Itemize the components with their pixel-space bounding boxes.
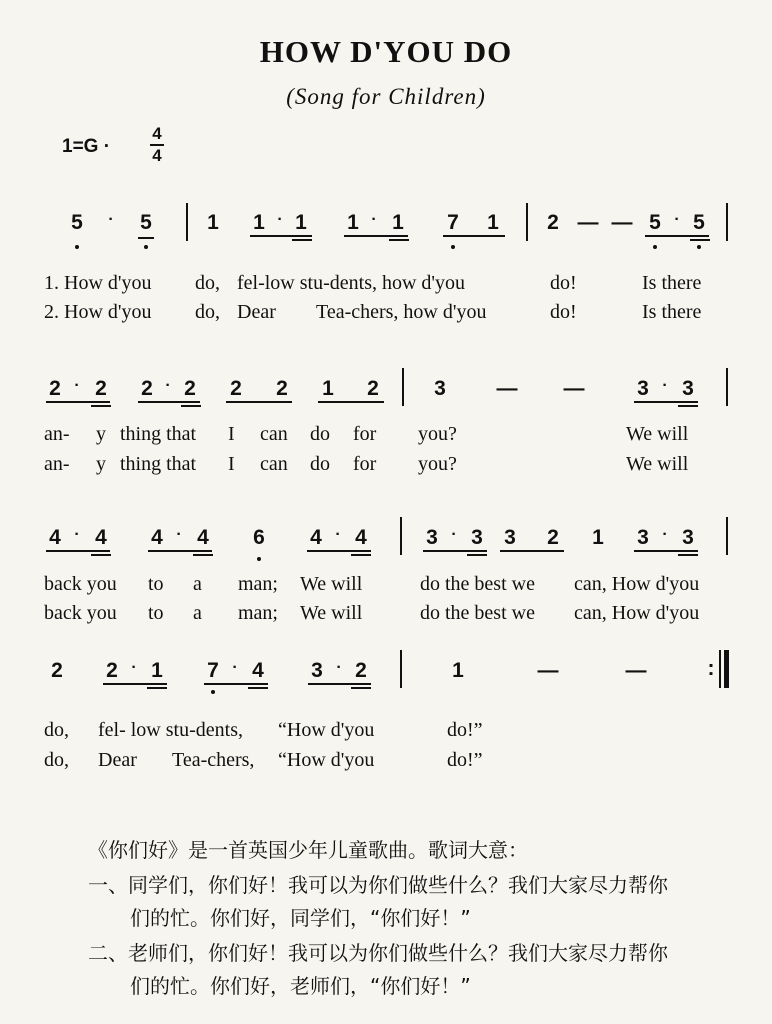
dot: · (451, 526, 457, 543)
lyric: do, (195, 272, 220, 294)
lyric: y (96, 453, 106, 475)
note: 2 (95, 377, 107, 400)
note: 3 (637, 526, 649, 549)
lyric: man; (238, 602, 278, 624)
note: 4 (49, 526, 61, 549)
lyric: “How d'you (278, 749, 375, 771)
dash: — (611, 211, 633, 234)
dash: — (625, 659, 647, 682)
lyric: Is there (642, 301, 702, 323)
lyric: you? (418, 453, 457, 475)
note: 5 (140, 211, 152, 234)
note: 4 (197, 526, 209, 549)
lyric: “How d'you (278, 719, 375, 741)
note: 3 (426, 526, 438, 549)
lyric: do the best we (420, 573, 535, 595)
lyric: an- (44, 453, 70, 475)
dot: · (74, 377, 80, 394)
lyric: do, (44, 719, 69, 741)
time-signature-bottom: 4 (152, 146, 162, 165)
time-signature (147, 124, 167, 166)
note: 4 (310, 526, 322, 549)
dot: · (335, 526, 341, 543)
lyric: We will (300, 573, 363, 595)
dot: · (74, 526, 80, 543)
key-label: 1=G (62, 136, 99, 157)
lyric: thing that (120, 423, 197, 445)
dot: · (371, 211, 377, 228)
lyric: do! (550, 301, 577, 323)
notes-item-2-cont: 们的忙。你们好，老师们，“你们好！” (130, 974, 471, 998)
lyric: We will (300, 602, 363, 624)
dash: — (496, 377, 518, 400)
key-separator: · (103, 136, 111, 157)
note: 1 (487, 211, 499, 234)
note: 2 (49, 377, 61, 400)
lyric: 1. How d'you (44, 272, 152, 294)
note: 1 (295, 211, 307, 234)
song-subtitle: (Song for Children) (286, 84, 486, 109)
note: 5 (71, 211, 83, 234)
lyric: do the best we (420, 602, 535, 624)
note: 7 (447, 211, 459, 234)
lyric: do, (195, 301, 220, 323)
dot: · (131, 659, 137, 676)
lyric: thing that (120, 453, 197, 475)
note: 4 (151, 526, 163, 549)
dot: · (662, 377, 668, 394)
note: 3 (311, 659, 323, 682)
lyric: I (228, 453, 235, 475)
note: 2 (547, 526, 559, 549)
note: 4 (355, 526, 367, 549)
lyric: I (228, 423, 235, 445)
lyric: Dear (237, 301, 276, 323)
note: 3 (434, 377, 446, 400)
note: 1 (253, 211, 265, 234)
lyric: for (353, 423, 377, 445)
key-signature (62, 136, 110, 158)
note: 5 (693, 211, 705, 234)
dot: · (674, 211, 680, 228)
lyric: a (193, 602, 202, 624)
note: 2 (51, 659, 63, 682)
lyric: We will (626, 453, 689, 475)
note: 1 (322, 377, 334, 400)
note: 2 (230, 377, 242, 400)
lyric: fel- low stu-dents, (98, 719, 243, 741)
lyric: can, How d'you (574, 573, 700, 595)
lyric: Tea-chers, (172, 749, 255, 771)
lyric: fel-low stu-dents, how d'you (237, 272, 466, 294)
lyric: can (260, 453, 288, 475)
note: 2 (184, 377, 196, 400)
lyric: an- (44, 423, 70, 445)
note: 3 (471, 526, 483, 549)
song-title: HOW D'YOU DO (259, 34, 513, 69)
lyric: to (148, 602, 164, 624)
repeat-sign: : (707, 657, 715, 680)
lyric: a (193, 573, 202, 595)
time-signature-top: 4 (152, 124, 162, 143)
note: 3 (504, 526, 516, 549)
lyric: can, How d'you (574, 602, 700, 624)
lyric: for (353, 453, 377, 475)
dash: — (563, 377, 585, 400)
notes-intro: 《你们好》是一首英国少年儿童歌曲。歌词大意： (88, 838, 528, 862)
note: 4 (252, 659, 264, 682)
dot: · (277, 211, 283, 228)
note: 1 (452, 659, 464, 682)
lyric: do! (550, 272, 577, 294)
note: 2 (141, 377, 153, 400)
dot: · (108, 211, 114, 228)
notes-item-1: 一、同学们，你们好！我可以为你们做些什么？我们大家尽力帮你 (88, 873, 668, 897)
lyric: y (96, 423, 106, 445)
note: 1 (347, 211, 359, 234)
note: 2 (367, 377, 379, 400)
note: 2 (547, 211, 559, 234)
notes-item-1-cont: 们的忙。你们好，同学们，“你们好！” (130, 906, 471, 930)
note: 6 (253, 526, 265, 549)
lyric: do (310, 423, 330, 445)
dot: · (336, 659, 342, 676)
note: 4 (95, 526, 107, 549)
lyric: do!” (447, 749, 483, 771)
lyric: can (260, 423, 288, 445)
dot: · (662, 526, 668, 543)
lyric: back you (44, 573, 117, 595)
note: 2 (355, 659, 367, 682)
note: 3 (637, 377, 649, 400)
note: 2 (276, 377, 288, 400)
lyric: you? (418, 423, 457, 445)
note: 1 (392, 211, 404, 234)
dot: · (165, 377, 171, 394)
lyric: Dear (98, 749, 137, 771)
note: 3 (682, 526, 694, 549)
dash: — (577, 211, 599, 234)
lyric: man; (238, 573, 278, 595)
dot: · (232, 659, 238, 676)
lyric: do (310, 453, 330, 475)
dash: — (537, 659, 559, 682)
dot: · (176, 526, 182, 543)
lyric: to (148, 573, 164, 595)
lyric: Tea-chers, how d'you (316, 301, 487, 323)
lyric: back you (44, 602, 117, 624)
note: 7 (207, 659, 219, 682)
note: 2 (106, 659, 118, 682)
lyric: Is there (642, 272, 702, 294)
note: 1 (151, 659, 163, 682)
lyric: do!” (447, 719, 483, 741)
notes-item-2: 二、老师们，你们好！我可以为你们做些什么？我们大家尽力帮你 (88, 941, 668, 965)
note: 1 (592, 526, 604, 549)
note: 5 (649, 211, 661, 234)
note: 3 (682, 377, 694, 400)
note: 1 (207, 211, 219, 234)
lyric: do, (44, 749, 69, 771)
lyric: We will (626, 423, 689, 445)
lyric: 2. How d'you (44, 301, 152, 323)
